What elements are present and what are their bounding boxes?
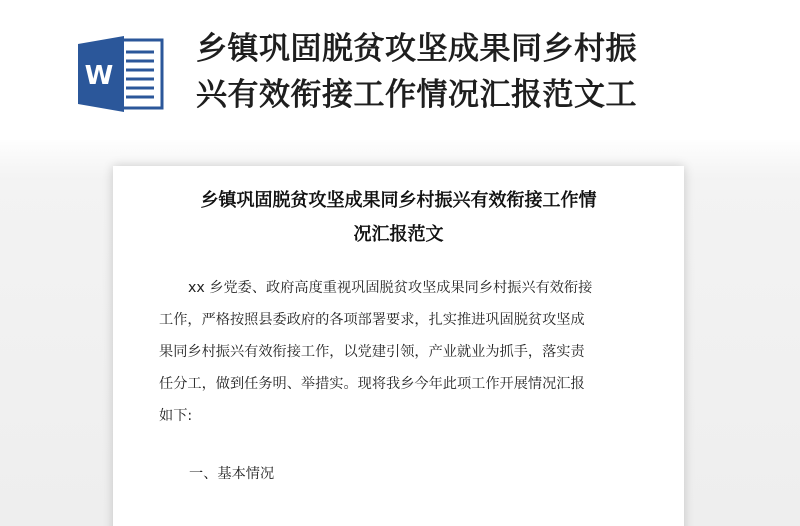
paragraph-line: xx 乡党委、政府高度重视巩固脱贫攻坚成果同乡村振兴有效衔接 [188, 280, 593, 296]
section-heading: 一、基本情况 [189, 466, 275, 482]
word-icon-letter: W [84, 61, 114, 91]
header-title-line-2: 兴有效衔接工作情况汇报范文工 [196, 77, 637, 113]
paragraph-line: 如下: [159, 408, 193, 424]
word-document-icon [78, 34, 164, 114]
header-title [196, 26, 756, 118]
document-title-line-1: 乡镇巩固脱贫攻坚成果同乡村振兴有效衔接工作情 [200, 190, 597, 211]
paragraph-line: 任分工，做到任务明、举措实。现将我乡今年此项工作开展情况汇报 [159, 376, 585, 392]
paragraph-line: 工作，严格按照县委政府的各项部署要求，扎实推进巩固脱贫攻坚成 [159, 312, 585, 328]
document-paragraph [159, 272, 644, 432]
document-title [113, 184, 684, 252]
paragraph-line: 果同乡村振兴有效衔接工作，以党建引领，产业就业为抓手，落实责 [159, 344, 585, 360]
document-title-line-2: 况汇报范文 [353, 224, 444, 245]
header [0, 0, 800, 140]
document-page [113, 166, 684, 526]
header-title-line-1: 乡镇巩固脱贫攻坚成果同乡村振 [196, 31, 637, 67]
